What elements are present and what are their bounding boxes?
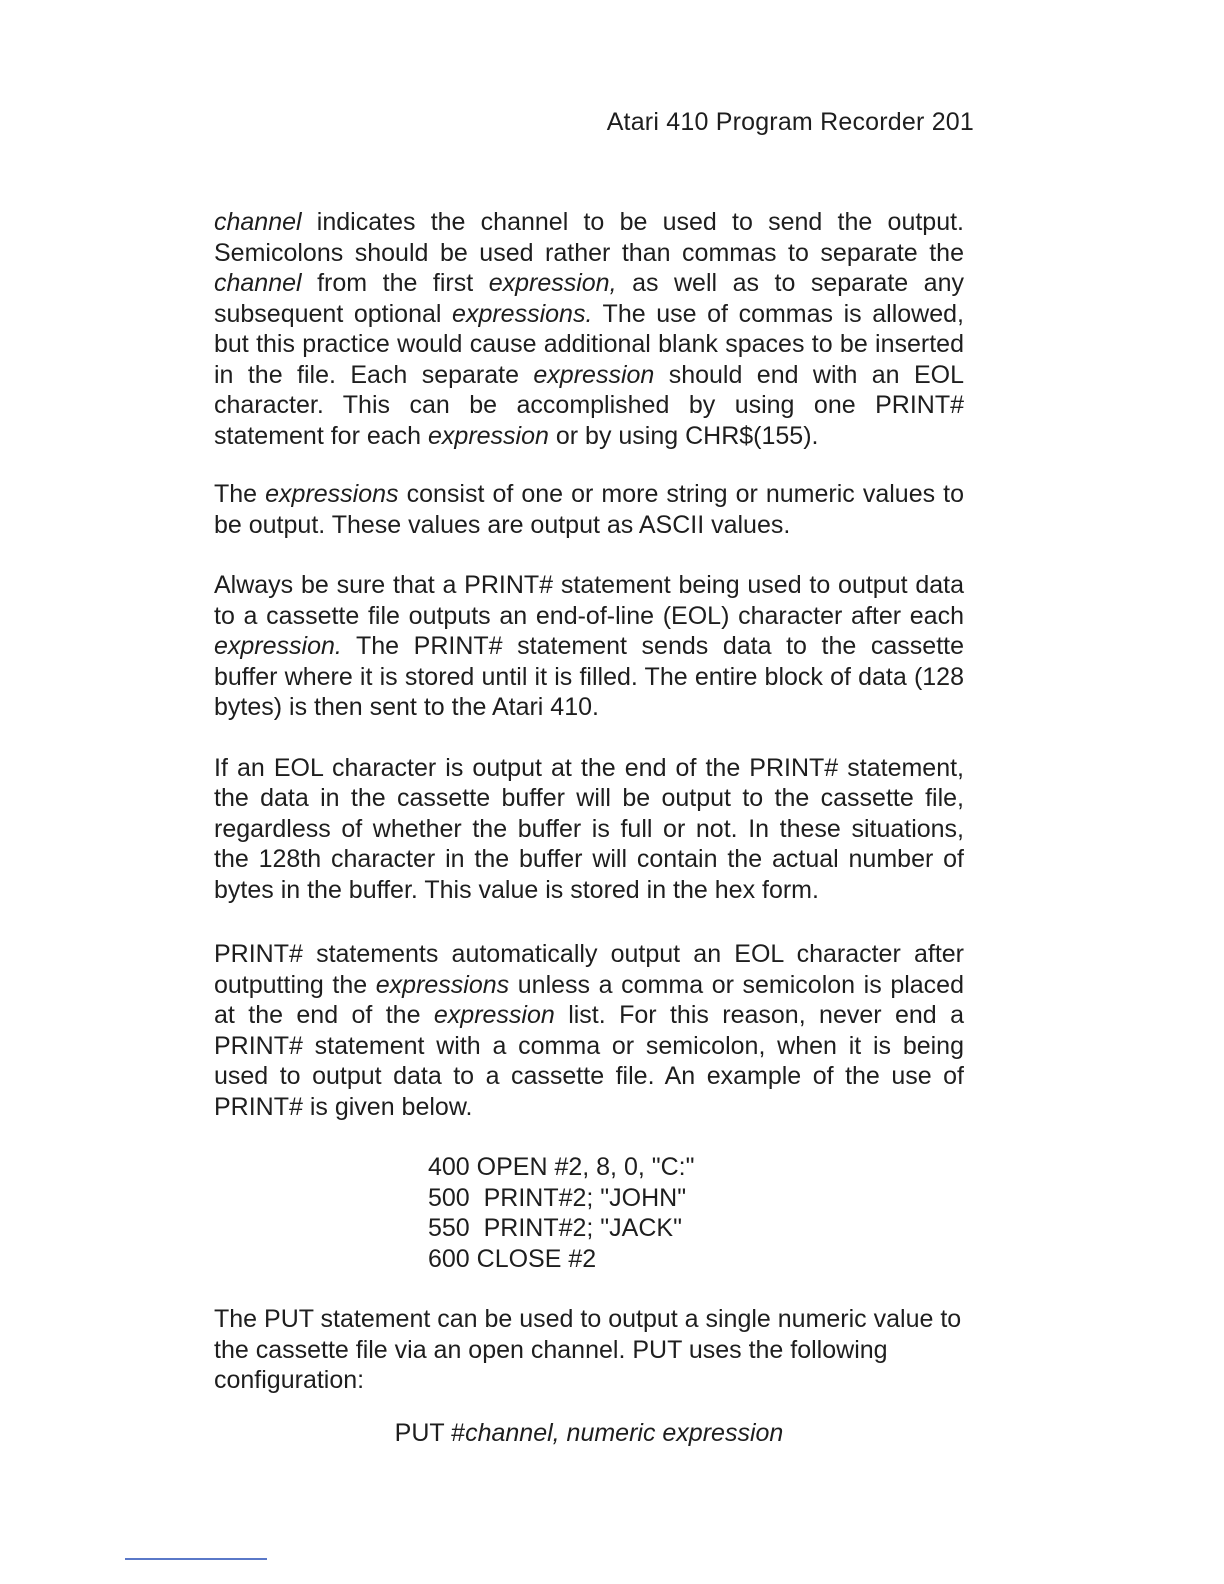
code-line: 400 OPEN #2, 8, 0, "C:" xyxy=(428,1153,695,1181)
text-run: PRINT# statements automatically output an EOL character after outputting the xyxy=(214,940,964,999)
running-title: Atari 410 Program Recorder xyxy=(606,108,925,136)
code-line: 600 CLOSE #2 xyxy=(428,1244,597,1273)
paragraph-channel xyxy=(214,207,964,451)
paragraph-print-statements xyxy=(214,939,964,1122)
paragraph-eol-advice xyxy=(214,570,964,723)
term-expressions: expressions xyxy=(265,480,399,508)
text-run: indicates the channel to be used to send the output. Semicolons should be used rather than commas to separate the xyxy=(214,208,964,267)
text-run: unless a comma or semicolon is placed at the end of the xyxy=(214,970,964,1029)
paragraph-put-statement: The PUT statement can be used to output a single numeric value to the cassette file via an open channel. PUT uses the following configuration: xyxy=(214,1305,962,1394)
running-header xyxy=(607,108,974,137)
term-expression: expression xyxy=(428,421,549,450)
term-expression: expression xyxy=(533,360,655,389)
paragraph-expressions xyxy=(214,479,964,540)
term-expressions: expressions xyxy=(375,970,510,999)
term-channel: channel xyxy=(214,208,302,236)
text-run: The use of commas is allowed, but this practice would cause additional blank spaces to be inserted in the file. Each separate xyxy=(214,299,964,389)
syntax-keyword: PUT # xyxy=(394,1418,466,1447)
text-run: consist of one or more string or numeric values to be output. These values are output as ASCII values. xyxy=(214,480,964,539)
term-expressions: expressions. xyxy=(452,299,593,328)
page-number: 201 xyxy=(931,108,974,136)
text-run: from the first xyxy=(301,269,489,297)
syntax-arguments: channel, numeric expression xyxy=(465,1418,784,1447)
term-expression: expression. xyxy=(214,632,342,660)
text-run: Always be sure that a PRINT# statement being used to output data to a cassette file outputs an end-of-line (EOL) character after each xyxy=(214,571,964,630)
text-run: should end with an EOL character. This can be accomplished by using one PRINT# statement for each xyxy=(214,360,964,450)
term-expression: expression, xyxy=(488,269,617,297)
text-run: The PRINT# statement sends data to the cassette buffer where it is stored until it is filled. The entire block of data (128 bytes) is then sent to the Atari 410. xyxy=(214,632,964,721)
put-syntax xyxy=(214,1418,964,1449)
term-expression: expression xyxy=(433,1001,555,1029)
footnote-rule xyxy=(125,1558,267,1560)
text-run: or by using CHR$(155). xyxy=(548,421,819,450)
page-body xyxy=(214,207,964,1448)
code-line: 550 PRINT#2; "JACK" xyxy=(428,1214,682,1242)
text-run: list. For this reason, never end a PRINT# statement with a comma or semicolon, when it is being used to output data to a cassette file. An example of the use of PRINT# is given below. xyxy=(214,1001,964,1121)
paragraph-buffer: If an EOL character is output at the end of the PRINT# statement, the data in the cassette buffer will be output to the cassette file, regardless of whether the buffer is full or not. In these situations, the 128th character in the buffer will contain the actual number of bytes in the buffer. This value is stored in the hex form. xyxy=(214,753,964,904)
term-channel: channel xyxy=(214,269,302,297)
text-run: as well as to separate any subsequent optional xyxy=(214,269,964,328)
code-line: 500 PRINT#2; "JOHN" xyxy=(428,1183,687,1212)
text-run: The xyxy=(214,480,266,508)
code-example xyxy=(428,1152,964,1274)
